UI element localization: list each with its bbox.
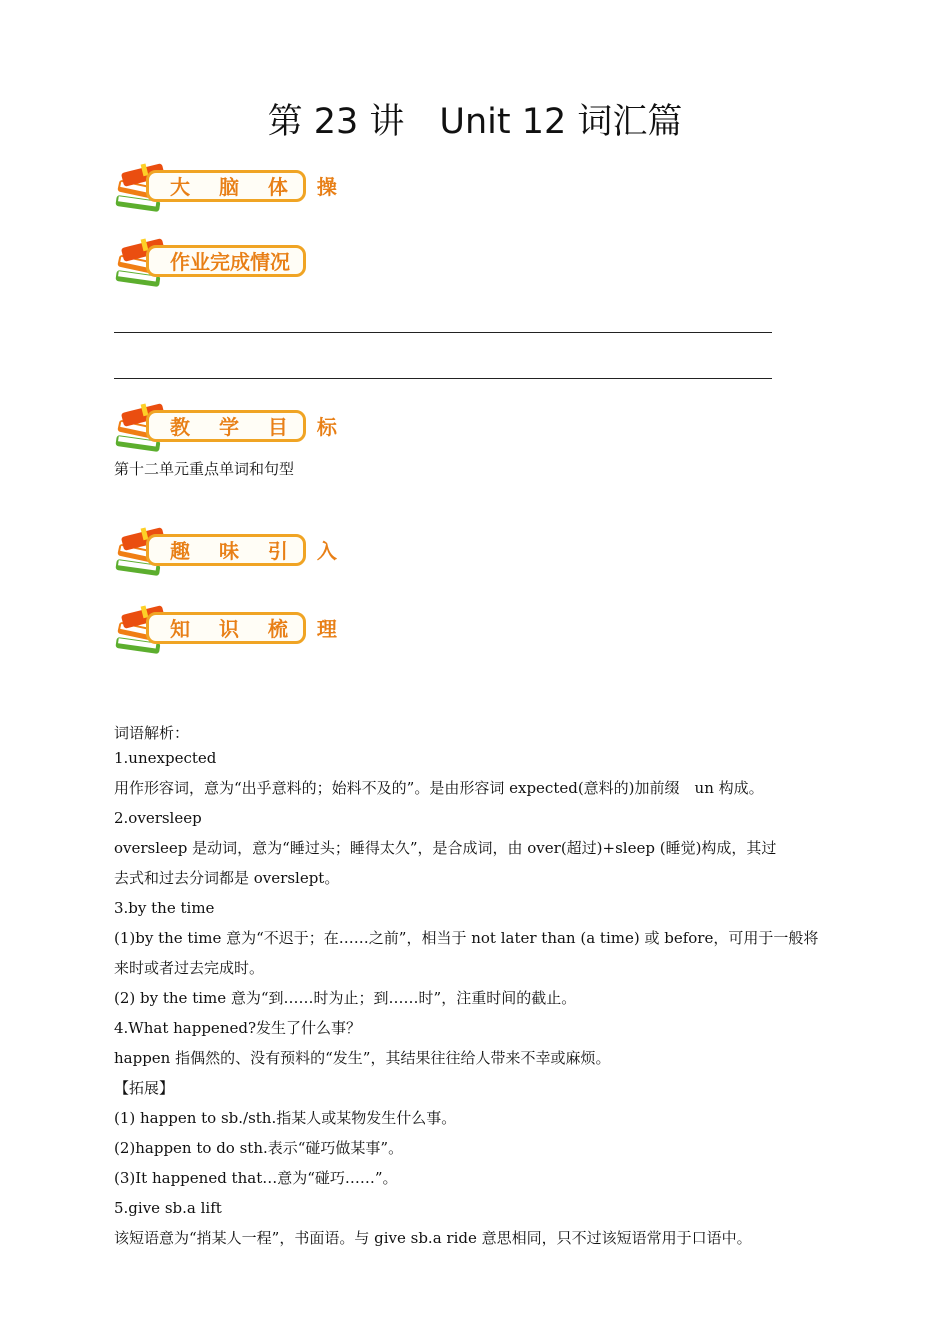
vocab-item: 1.unexpected <box>114 749 217 767</box>
vocab-explanation: (2)happen to do sth.表示“碰巧做某事”。 <box>114 1139 404 1157</box>
page-title: 第 23 讲 Unit 12 词汇篇 <box>267 102 683 142</box>
vocab-item: 5.give sb.a lift <box>114 1199 222 1217</box>
answer-line <box>114 378 772 379</box>
vocab-explanation: 用作形容词，意为“出乎意料的；始料不及的”。是由形容词 expected(意料的)加前缀 un 构成。 <box>114 779 764 797</box>
section-banner-brain-exercise <box>114 162 348 214</box>
section-label: 作业完成情况 <box>170 250 290 274</box>
section-label: 趣 味 引 入 <box>170 539 348 563</box>
vocab-item: 3.by the time <box>114 899 215 917</box>
section-label: 教 学 目 标 <box>170 415 348 439</box>
section-banner-teaching-goals <box>114 402 348 454</box>
vocab-explanation: happen 指偶然的、没有预料的“发生”，其结果往往给人带来不幸或麻烦。 <box>114 1049 611 1067</box>
extension-heading: 【拓展】 <box>114 1079 175 1097</box>
vocab-explanation: (1) happen to sb./sth.指某人或某物发生什么事。 <box>114 1109 457 1127</box>
objective-text: 第十二单元重点单词和句型 <box>114 460 295 478</box>
section-banner-homework-status <box>114 237 314 289</box>
vocab-explanation: (3)It happened that…意为“碰巧……”。 <box>114 1169 398 1187</box>
vocab-item: 4.What happened?发生了什么事？ <box>114 1019 361 1037</box>
section-banner-knowledge-review <box>114 604 348 656</box>
vocab-explanation: 去式和过去分词都是 overslept。 <box>114 869 340 887</box>
section-banner-fun-intro <box>114 526 348 578</box>
vocab-explanation: (2) by the time 意为“到……时为止；到……时”，注重时间的截止。 <box>114 989 577 1007</box>
vocab-explanation: 该短语意为“捎某人一程”，书面语。与 give sb.a ride 意思相同，只不过该短语常用于口语中。 <box>114 1229 752 1247</box>
vocab-explanation: oversleep 是动词，意为“睡过头；睡得太久”，是合成词，由 over(超过)+sleep (睡觉)构成，其过 <box>114 839 777 857</box>
vocab-explanation: 来时或者过去完成时。 <box>114 959 265 977</box>
vocab-explanation: (1)by the time 意为“不迟于；在……之前”，相当于 not later than (a time) 或 before，可用于一般将 <box>114 929 819 947</box>
content-heading: 词语解析： <box>114 724 190 742</box>
answer-line <box>114 332 772 333</box>
vocab-item: 2.oversleep <box>114 809 202 827</box>
section-label: 大 脑 体 操 <box>170 175 348 199</box>
section-label: 知 识 梳 理 <box>170 617 348 641</box>
